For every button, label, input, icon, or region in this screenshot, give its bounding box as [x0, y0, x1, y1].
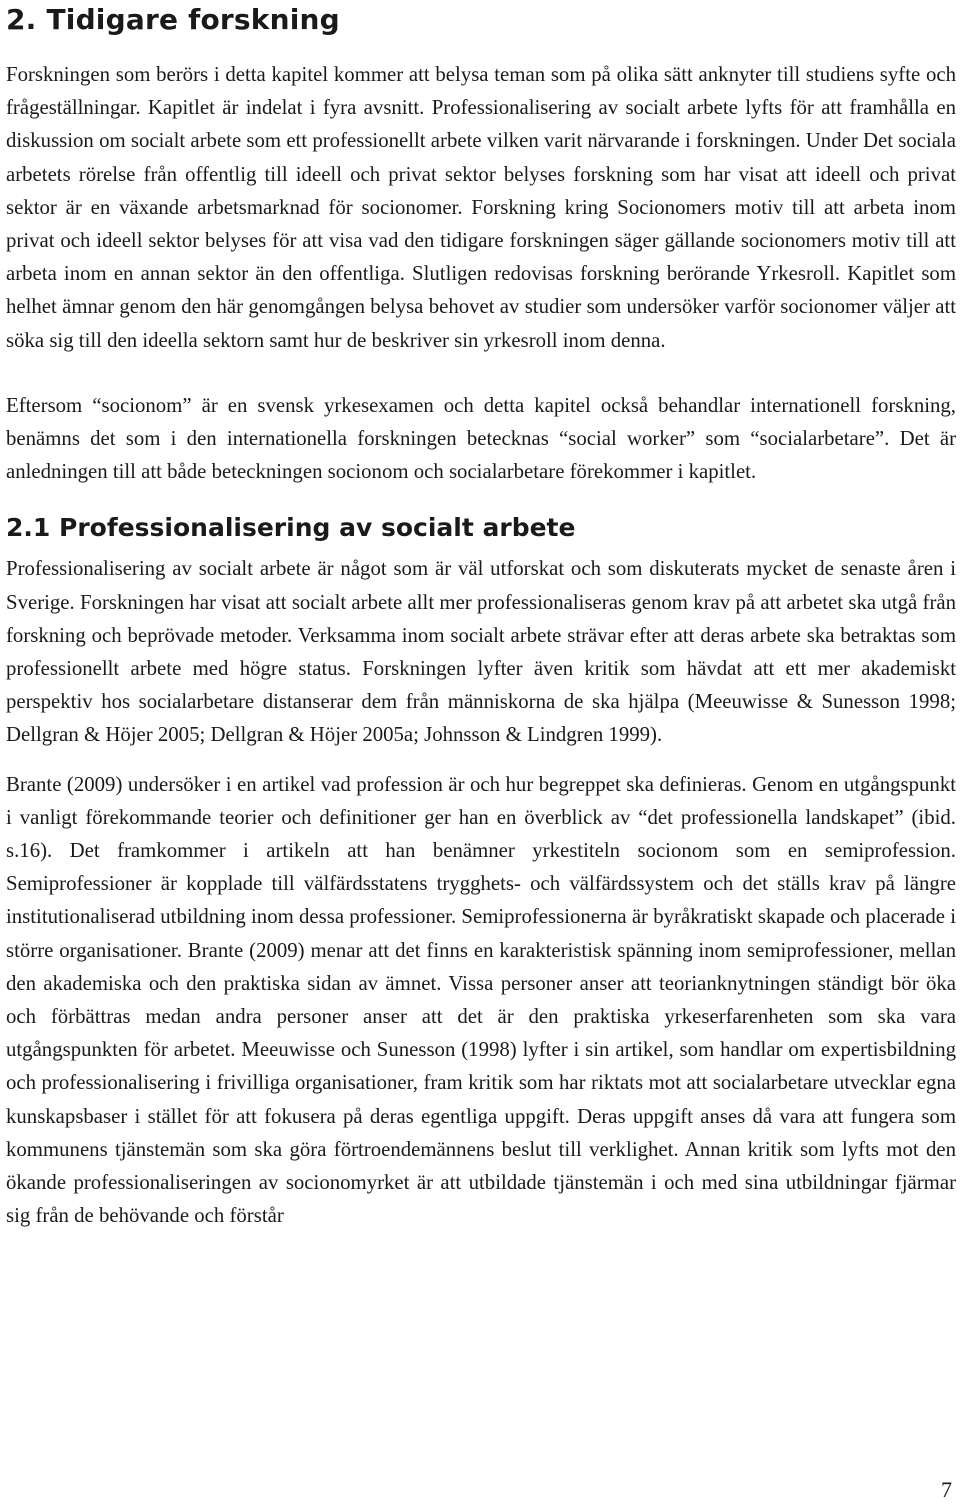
chapter-heading: 2. Tidigare forskning — [6, 3, 340, 36]
section-paragraph-1: Professionalisering av socialt arbete är något som är väl utforskat och som diskuterats mycket de senaste åren i Sverige. Forskningen har visat att socialt arbete allt mer professionaliseras genom krav på att arbetet ska utgå från forskning och beprövade metoder. Verksamma inom socialt arbete strävar efter att deras arbete ska betraktas som professionellt arbete med högre status. Forskningen lyfter även kritik som hävdat att ett mer akademiskt perspektiv hos socialarbetare distanserar dem från människorna de ska hjälpa (Meeuwisse & Sunesson 1998; Dellgran & Höjer 2005; Dellgran & Höjer 2005a; Johnsson & Lindgren 1999). — [6, 557, 956, 747]
section-heading: 2.1 Professionalisering av socialt arbete — [6, 513, 576, 543]
document-page — [6, 0, 956, 1233]
section-paragraph-2: Brante (2009) undersöker i en artikel vad profession är och hur begreppet ska definieras. Genom en utgångspunkt i vanligt förekommande teorier och definitioner ger han en överblick av “det professionella landskapet” (ibid. s.16). Det framkommer i artikeln att han benämner yrkestiteln socionom som en semiprofession. Semiprofessioner är kopplade till välfärdsstatens trygghets- och välfärdssystem och det ställs krav på längre institutionaliserad utbildning inom dessa professioner. Semiprofessionerna är byråkratiskt skapade och placerade i större organisationer. Brante (2009) menar att det finns en karakteristisk spänning inom semiprofessioner, mellan den akademiska och den praktiska sidan av ämnet. Vissa personer anser att teorianknytningen ständigt bör öka och förbättras medan andra personer anser att det är den praktiska yrkeserfarenheten som ska vara utgångspunkten för arbetet. Meeuwisse och Sunesson (1998) lyfter i sin artikel, som handlar om expertisbildning och professionalisering i frivilliga organisationer, fram kritik som har riktats mot att socialarbetare utvecklar egna kunskapsbaser i stället för att fokusera på deras egentliga uppgift. Deras uppgift anses då vara att fungera som kommunens tjänstemän som ska göra förtroendemännens beslut till verklighet. Annan kritik som lyfts mot den ökande professionaliseringen av socionomyrket är att utbildade tjänstemän i och med sina utbildningar fjärmar sig från de behövande och förstår — [6, 772, 956, 1228]
intro-paragraph-2: Eftersom “socionom” är en svensk yrkesexamen och detta kapitel också behandlar internationell forskning, benämns det som i den internationella forskningen betecknas “social worker” som “socialarbetare”. Det är anledningen till att både beteckningen socionom och socialarbetare förekommer i kapitlet. — [6, 393, 956, 484]
intro-paragraph-1: Forskningen som berörs i detta kapitel kommer att belysa teman som på olika sätt anknyter till studiens syfte och frågeställningar. Kapitlet är indelat i fyra avsnitt. Professionalisering av socialt arbete lyfts för att framhålla en diskussion om socialt arbete som ett professionellt arbete vilken varit närvarande i forskningen. Under Det sociala arbetets rörelse från offentlig till ideell och privat sektor belyses forskning som har visat att ideell och privat sektor är en växande arbetsmarknad för socionomer. Forskning kring Socionomers motiv till att arbeta inom privat och ideell sektor belyses för att visa vad den tidigare forskningen säger gällande socionomers motiv till att arbeta inom en annan sektor än den offentliga. Slutligen redovisas forskning berörande Yrkesroll. Kapitlet som helhet ämnar genom den här genomgången belysa behovet av studier som undersöker varför socionomer väljer att söka sig till den ideella sektorn samt hur de beskriver sin yrkesroll inom denna. — [6, 63, 956, 352]
page-number: 7 — [941, 1477, 952, 1502]
